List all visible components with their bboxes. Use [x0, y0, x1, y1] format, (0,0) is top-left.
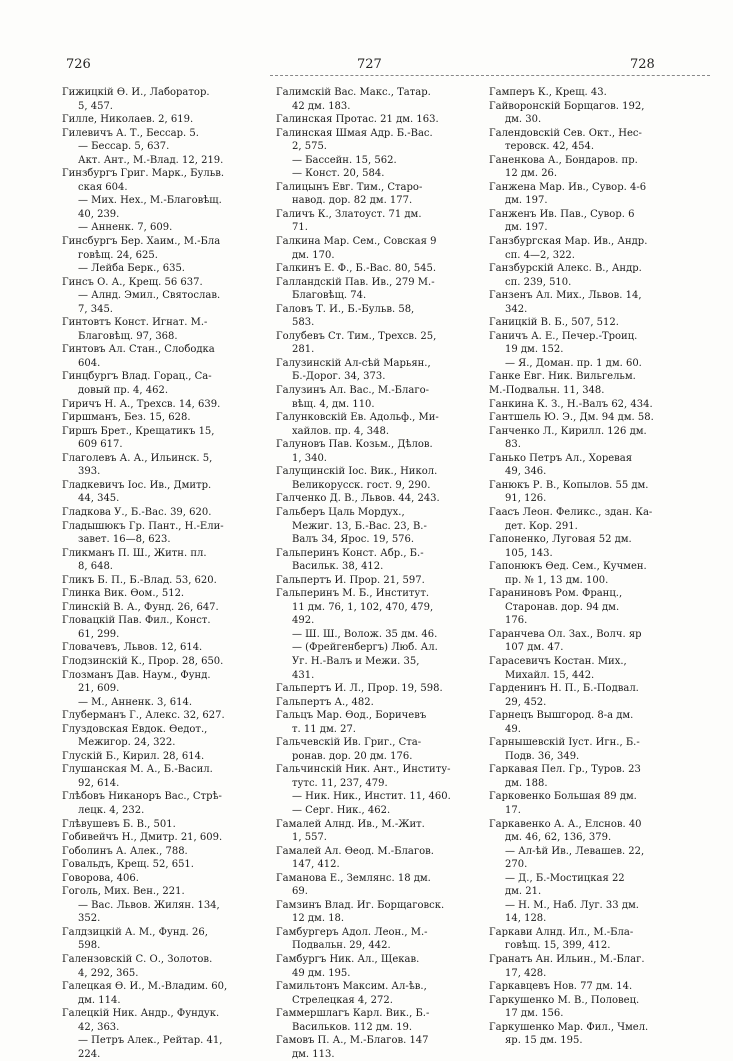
directory-entry-line: Глѣбовъ Никаноръ Вас., Стрѣ- — [62, 791, 222, 803]
directory-entry-line: Гинтовтъ Конст. Игнат. М.- — [62, 317, 208, 329]
directory-entry-continuation: 1, 557. — [292, 832, 327, 844]
directory-entry-continuation: 105, 143. — [505, 547, 553, 559]
directory-entry-continuation: 17 дм. 156. — [505, 1008, 564, 1020]
directory-entry-continuation: 61, 299. — [78, 628, 120, 640]
directory-entry-line: Гальперинъ Конст. Абр., Б.- — [276, 547, 424, 559]
directory-entry-line: Ганзенъ Ал. Мих., Львов. 14, — [489, 290, 642, 302]
directory-entry-line: Глуздовская Евдок. Ѳедот., — [62, 723, 208, 735]
directory-entry-line: Галущинскій Іос. Вик., Никол. — [276, 466, 438, 478]
directory-entry-line: Гоголь, Мих. Вен., 221. — [62, 886, 185, 898]
directory-entry-line: Ганженъ Ив. Пав., Сувор. 6 — [489, 208, 635, 220]
directory-entry-continuation: 21, 609. — [78, 683, 120, 695]
directory-entry-continuation: 583. — [292, 317, 315, 329]
directory-entry-continuation: 281. — [292, 344, 315, 356]
directory-entry-continuation: Подв. 36, 349. — [505, 750, 580, 762]
directory-entry-line: Гинсъ О. А., Крещ. 56 637. — [62, 276, 203, 288]
directory-entry-continuation: дм. 197. — [505, 195, 548, 207]
directory-entry-line: Говорова, 406. — [62, 872, 139, 884]
directory-entry-continuation: 604. — [78, 357, 101, 369]
directory-entry-line: Гоболинъ А. Алек., 788. — [62, 845, 188, 857]
directory-entry-line: Гапонюкъ Ѳед. Сем., Кучмен. — [489, 561, 647, 573]
directory-entry-continuation: ронав. дор. 20 дм. 176. — [292, 750, 413, 762]
directory-entry-continuation: 431. — [292, 669, 315, 681]
directory-entry-line: Гаманова Е., Землянс. 18 дм. — [276, 872, 431, 884]
directory-entry-continuation: Великорусск. гост. 9, 290. — [292, 479, 431, 491]
directory-entry-line: Гижицкій Ѳ. И., Лаборатор. — [62, 87, 210, 98]
directory-entry-continuation: дм. 113. — [292, 1048, 335, 1060]
directory-entry-line: Гарденинъ Н. П., Б.-Подвал. — [489, 683, 639, 695]
directory-entry-continuation: 107 дм. 47. — [505, 642, 564, 654]
directory-entry-continuation: дм. 197. — [505, 222, 548, 234]
directory-entry-line: Гарковенко Большая 89 дм. — [489, 791, 637, 803]
directory-entry-continuation: Подвальн. 29, 442. — [292, 940, 391, 952]
directory-entry-continuation: Михайл. 15, 442. — [505, 669, 595, 681]
directory-entry-continuation: — Н. М., Наб. Луг. 33 дм. — [505, 899, 639, 911]
directory-entry-line: Гаркавенко А. А., Елснов. 40 — [489, 818, 642, 830]
directory-entry-continuation: Стрелецкая 4, 272. — [292, 994, 393, 1006]
directory-entry-line: Галузинскій Ал-сѣй Марьян., — [276, 357, 431, 369]
directory-entry-line: Галландскій Пав. Ив., 279 М.- — [276, 276, 435, 288]
directory-entry-continuation: Старонав. дор. 94 дм. — [505, 601, 620, 613]
directory-entry-continuation: 91, 126. — [505, 493, 547, 505]
directory-entry-line: Гинсбургъ Бер. Хаим., М.-Бла — [62, 236, 221, 248]
directory-entry-continuation: 12 дм. 26. — [505, 168, 558, 180]
directory-entry-line: Галченко Д. В., Львов. 44, 243. — [276, 493, 440, 505]
directory-entry-line: Гаранчева Ол. Зах., Волч. яр — [489, 628, 642, 640]
directory-entry-continuation: Благовѣщ. 74. — [292, 290, 367, 302]
directory-entry-continuation: — Ш. Ш., Волож. 35 дм. 46. — [292, 628, 438, 640]
directory-entry-line: Гловацкій Пав. Фил., Конст. — [62, 615, 211, 627]
directory-entry-continuation: 69. — [292, 886, 308, 898]
directory-entry-line: Галицынъ Евг. Тим., Старо- — [276, 181, 423, 193]
directory-entry-continuation: 7, 345. — [78, 303, 113, 315]
directory-entry-line: Гладышюкъ Гр. Пант., Н.-Ели- — [62, 520, 224, 532]
directory-entry-continuation: 342. — [505, 303, 528, 315]
directory-entry-line: Гамалей Ал. Ѳеод. М.-Благов. — [276, 845, 434, 857]
directory-entry-continuation: дм. 21. — [505, 886, 542, 898]
directory-entry-continuation: — Анненк. 7, 609. — [78, 222, 173, 234]
directory-entry-line: Глѣвушевъ Б. В., 501. — [62, 818, 176, 830]
directory-entry-line: Гловачевъ, Львов. 12, 614. — [62, 642, 203, 654]
directory-entry-line: Галимскій Вас. Макс., Татар. — [276, 87, 431, 98]
directory-entry-line: Гинтовъ Ал. Стан., Слободка — [62, 344, 215, 356]
directory-entry-continuation: навод. дор. 82 дм. 177. — [292, 195, 413, 207]
directory-entry-line: Гранатъ Ан. Ильин., М.-Благ. — [489, 954, 645, 965]
directory-entry-continuation: хайлов. пр. 4, 348. — [292, 425, 390, 437]
directory-entry-continuation: — Бессар. 5, 637. — [78, 141, 170, 153]
directory-entry-continuation: 224. — [78, 1048, 101, 1060]
directory-entry-continuation: — Я., Доман. пр. 1 дм. 60. — [505, 357, 642, 369]
directory-entry-line: Гилевичъ А. Т., Бессар. 5. — [62, 127, 199, 139]
directory-entry-continuation: 42 дм. 183. — [292, 100, 351, 112]
directory-entry-continuation: вѣщ. 4, дм. 110. — [292, 398, 375, 410]
directory-entry-line: Галецкая Ѳ. И., М.-Владим. 60, — [62, 981, 228, 993]
directory-entry-line: Говальдъ, Крещ. 52, 651. — [62, 859, 194, 871]
directory-entry-line: Гиршъ Брет., Крещатикъ 15, — [62, 425, 215, 437]
directory-entry-continuation: Б.-Дорог. 34, 373. — [292, 371, 386, 383]
directory-entry-continuation: — Конст. 20, 584. — [292, 168, 385, 180]
directory-entry-continuation: 2, 575. — [292, 141, 327, 153]
directory-entry-continuation: дм. 114. — [78, 994, 121, 1006]
directory-entry-line: Гантшель Ю. Э., Дм. 94 дм. 58. — [489, 412, 654, 424]
directory-entry-line: Гинзбургъ Григ. Марк., Бульв. — [62, 168, 225, 180]
directory-entry-line: Гамильтонъ Максим. Ал-ѣв., — [276, 981, 427, 993]
directory-entry-line: Ганзбурскій Алекс. В., Андр. — [489, 263, 642, 275]
directory-entry-continuation: дм. 30. — [505, 114, 542, 126]
directory-entry-line: Гальчевскій Ив. Григ., Ста- — [276, 737, 422, 749]
directory-entry-line: Галовъ Т. И., Б.-Бульв. 58, — [276, 303, 415, 315]
directory-entry-line: Ганкина К. З., Н.-Валъ 62, 434. — [489, 398, 653, 410]
directory-column-2 — [276, 86, 484, 1061]
directory-entry-continuation: 83. — [505, 439, 521, 451]
directory-entry-line: Галузинъ Ал. Вас., М.-Благо- — [276, 385, 429, 397]
directory-entry-continuation: — М., Анненк. 3, 614. — [78, 696, 193, 708]
directory-entry-line: Галунковскій Ев. Адольф., Ми- — [276, 412, 439, 424]
directory-entry-line: Гобивейчъ Н., Дмитр. 21, 609. — [62, 832, 223, 844]
directory-entry-line: Гаркушенко Мар. Фил., Чмел. — [489, 1021, 649, 1033]
directory-entry-line: Галендовскій Сев. Окт., Нес- — [489, 127, 642, 139]
directory-entry-continuation: — Серг. Ник., 462. — [292, 804, 391, 816]
directory-entry-continuation: — (Фрейгенбергъ) Люб. Ал. — [292, 642, 438, 654]
directory-entry-continuation: яр. 15 дм. 195. — [505, 1035, 583, 1047]
directory-entry-continuation: пр. № 1, 13 дм. 100. — [505, 574, 609, 586]
directory-entry-line: Галензовскій С. О., Золотов. — [62, 954, 213, 965]
directory-entry-line: Гараниновъ Ром. Франц., — [489, 588, 623, 600]
directory-entry-line: Глуберманъ Г., Алекс. 32, 627. — [62, 710, 225, 722]
directory-entry-continuation: 40, 239. — [78, 208, 120, 220]
directory-entry-line: Гаркавцевъ Нов. 77 дм. 14. — [489, 981, 633, 993]
directory-entry-line: Гамзинъ Влад. Иг. Борщаговск. — [276, 899, 445, 911]
directory-entry-line: Гамалей Алнд. Ив., М.-Жит. — [276, 818, 425, 830]
directory-entry-continuation: лецк. 4, 232. — [78, 804, 145, 816]
directory-entry-line: Ганченко Л., Кирилл. 126 дм. — [489, 425, 647, 437]
directory-entry-continuation: 176. — [505, 615, 528, 627]
directory-entry-line: Гаасъ Леон. Феликс., здан. Ка- — [489, 506, 653, 518]
directory-entry-continuation: — Мих. Нех., М.-Благовѣщ. — [78, 195, 222, 207]
directory-entry-line: Галдзицкій А. М., Фунд. 26, — [62, 926, 208, 938]
directory-entry-continuation: Валъ 34, Ярос. 19, 576. — [292, 534, 415, 546]
directory-column-1 — [62, 86, 270, 1061]
directory-entry-continuation: 17, 428. — [505, 967, 547, 979]
directory-entry-continuation: дм. 46, 62, 136, 379. — [505, 832, 612, 844]
directory-entry-continuation: 492. — [292, 615, 315, 627]
directory-entry-line: Гайворонскій Борщагов. 192, — [489, 100, 645, 112]
directory-entry-line: Гальпертъ И. Л., Прор. 19, 598. — [276, 683, 443, 695]
directory-entry-continuation: Уг. Н.-Валъ и Межи. 35, — [292, 655, 420, 667]
directory-entry-line: Гальпертъ И. Прор. 21, 597. — [276, 574, 425, 586]
directory-entry-line: Ганичъ А. Е., Печер.-Троиц. — [489, 330, 638, 342]
directory-entry-continuation: завет. 16—8, 623. — [78, 534, 171, 546]
directory-column-3 — [489, 86, 699, 1048]
page-number-center: 727 — [357, 57, 382, 72]
directory-entry-continuation: 29, 452. — [505, 696, 547, 708]
directory-entry-line: Глушанская М. А., Б.-Васил. — [62, 764, 213, 776]
directory-entry-continuation: — Бассейн. 15, 562. — [292, 154, 397, 166]
directory-entry-continuation: 14, 128. — [505, 913, 547, 925]
directory-entry-line: Гальперинъ М. Б., Институт. — [276, 588, 430, 600]
directory-entry-line: Глодзинскій К., Прор. 28, 650. — [62, 655, 224, 667]
directory-entry-line: Гаммершлагъ Карл. Вик., Б.- — [276, 1008, 430, 1020]
page-number-right: 728 — [630, 57, 655, 72]
directory-entry-continuation: 4, 292, 365. — [78, 967, 139, 979]
directory-entry-continuation: Васильк. 38, 412. — [292, 561, 384, 573]
directory-entry-continuation: теровск. 42, 454. — [505, 141, 595, 153]
directory-entry-continuation: — Алнд. Эмил., Святослав. — [78, 290, 221, 302]
directory-entry-continuation: дм. 188. — [505, 777, 548, 789]
directory-entry-line: Ганжена Мар. Ив., Сувор. 4-6 — [489, 181, 647, 193]
directory-entry-continuation: 147, 412. — [292, 859, 340, 871]
directory-entry-continuation: говѣщ. 15, 399, 412. — [505, 940, 611, 952]
directory-entry-line: Гапоненко, Луговая 52 дм. — [489, 534, 632, 546]
directory-entry-continuation: 352. — [78, 913, 101, 925]
directory-entry-line: Гликманъ П. Ш., Житн. пл. — [62, 547, 207, 559]
directory-entry-line: Галичъ К., Златоуст. 71 дм. — [276, 208, 422, 220]
directory-entry-continuation: 1, 340. — [292, 452, 327, 464]
directory-entry-line: Глускій Б., Кирил. 28, 614. — [62, 750, 205, 762]
directory-entry-continuation: тутс. 11, 237, 479. — [292, 777, 388, 789]
directory-entry-continuation: 49 дм. 195. — [292, 967, 351, 979]
directory-entry-continuation: — Д., Б.-Мостицкая 22 — [505, 872, 625, 884]
directory-entry-continuation: Васильков. 112 дм. 19. — [292, 1021, 413, 1033]
directory-entry-line: Гилле, Николаев. 2, 619. — [62, 114, 194, 126]
directory-entry-line: Ганке Евг. Ник. Вильгельм. — [489, 371, 636, 383]
directory-entry-line: Глаголевъ А. А., Ильинск. 5, — [62, 452, 213, 464]
directory-entry-continuation: 71. — [292, 222, 308, 234]
directory-entry-continuation: 44, 345. — [78, 493, 120, 505]
directory-entry-line: Голубевъ Ст. Тим., Трехсв. 25, — [276, 330, 437, 342]
directory-entry-continuation: т. 11 дм. 27. — [292, 723, 356, 735]
directory-entry-continuation: — Лейба Берк., 635. — [78, 263, 185, 275]
directory-entry-line: Гиричъ Н. А., Трехсв. 14, 639. — [62, 398, 221, 410]
directory-entry-line: Гальберъ Цаль Мордух., — [276, 506, 405, 518]
directory-entry-line: Гамовъ П. А., М.-Благов. 147 — [276, 1035, 429, 1047]
directory-entry-continuation: 8, 648. — [78, 561, 113, 573]
directory-entry-line: Гликъ Б. П., Б.-Влад. 53, 620. — [62, 574, 217, 586]
directory-entry-line: М.-Подвальн. 11, 348. — [489, 385, 605, 397]
directory-entry-continuation: — Петръ Алек., Рейтар. 41, — [78, 1035, 223, 1047]
directory-entry-continuation: 49, 346. — [505, 466, 547, 478]
directory-entry-continuation: 19 дм. 152. — [505, 344, 564, 356]
directory-entry-line: Ганзбургская Мар. Ив., Андр. — [489, 236, 648, 248]
directory-entry-line: Гарнецъ Вышгород. 8-а дм. — [489, 710, 634, 722]
directory-entry-line: Галкина Мар. Сем., Совская 9 — [276, 236, 437, 248]
directory-entry-line: Галуновъ Пав. Козьм., Дѣлов. — [276, 439, 433, 451]
directory-entry-continuation: 393. — [78, 466, 101, 478]
directory-entry-continuation: 12 дм. 18. — [292, 913, 345, 925]
directory-entry-continuation: Благовѣщ. 97, 368. — [78, 330, 178, 342]
directory-entry-continuation: — Ал-ѣй Ив., Левашев. 22, — [505, 845, 645, 857]
directory-entry-line: Ганенкова А., Бондаров. пр. — [489, 154, 638, 166]
directory-entry-line: Гамбургъ Ник. Ал., Щекав. — [276, 954, 420, 965]
directory-entry-line: Гальчинскій Ник. Ант., Институ- — [276, 764, 451, 776]
page-number-left: 726 — [66, 57, 91, 72]
directory-entry-line: Гладкова У., Б.-Вас. 39, 620. — [62, 506, 212, 518]
directory-entry-line: Гарасевичъ Костан. Мих., — [489, 655, 627, 667]
directory-entry-line: Гамперъ К., Крещ. 43. — [489, 87, 607, 98]
directory-entry-line: Ганюкъ Р. В., Копылов. 55 дм. — [489, 479, 649, 491]
directory-entry-line: Галкинъ Е. Ф., Б.-Вас. 80, 545. — [276, 263, 437, 275]
directory-entry-continuation: 11 дм. 76, 1, 102, 470, 479, — [292, 601, 434, 613]
directory-entry-line: Гальцъ Мар. Ѳод., Боричевъ — [276, 710, 427, 722]
directory-entry-continuation: Акт. Ант., М.-Влад. 12, 219. — [78, 154, 224, 166]
directory-entry-line: Гамбургеръ Адол. Леон., М.- — [276, 926, 428, 938]
directory-entry-continuation: довый пр. 4, 462. — [78, 385, 169, 397]
directory-entry-line: Гладкевичъ Іос. Ив., Дмитр. — [62, 479, 212, 491]
directory-entry-line: Гиршманъ, Без. 15, 628. — [62, 412, 191, 424]
directory-entry-line: Глинскій В. А., Фунд. 26, 647. — [62, 601, 219, 613]
directory-entry-continuation: — Вас. Львов. Жилян. 134, — [78, 899, 220, 911]
directory-entry-continuation: — Ник. Ник., Инстит. 11, 460. — [292, 791, 451, 803]
directory-entry-continuation: 42, 363. — [78, 1021, 120, 1033]
directory-entry-continuation: 5, 457. — [78, 100, 113, 112]
directory-entry-continuation: 609 617. — [78, 439, 123, 451]
directory-entry-line: Глинка Вик. Ѳом., 512. — [62, 588, 185, 600]
directory-entry-line: Глозманъ Дав. Наум., Фунд. — [62, 669, 211, 681]
directory-entry-line: Гинцбургъ Влад. Горац., Са- — [62, 371, 212, 383]
directory-entry-continuation: сп. 4—2, 322. — [505, 249, 575, 261]
directory-entry-continuation: ская 604. — [78, 181, 128, 193]
directory-entry-line: Гаркушенко М. В., Половец. — [489, 994, 640, 1006]
directory-entry-continuation: 270. — [505, 859, 528, 871]
directory-entry-line: Ганицкій В. Б., 507, 512. — [489, 317, 619, 329]
directory-entry-line: Гарнышевскій Іуст. Игн., Б.- — [489, 737, 640, 749]
directory-entry-line: Гаркавая Пел. Гр., Туров. 23 — [489, 764, 641, 776]
directory-entry-continuation: Межиг. 13, Б.-Вас. 23, В.- — [292, 520, 427, 532]
directory-entry-line: Гальпертъ А., 482. — [276, 696, 374, 708]
directory-entry-line: Галинская Протас. 21 дм. 163. — [276, 114, 439, 126]
directory-entry-line: Галецкій Ник. Андр., Фундук. — [62, 1008, 220, 1020]
directory-entry-continuation: 17. — [505, 804, 521, 816]
directory-entry-line: Галинская Шмая Адр. Б.-Вас. — [276, 127, 433, 139]
directory-entry-continuation: 49. — [505, 723, 521, 735]
directory-entry-continuation: говѣщ. 24, 625. — [78, 249, 158, 261]
directory-entry-continuation: дет. Кор. 291. — [505, 520, 578, 532]
directory-entry-continuation: Межигор. 24, 322. — [78, 737, 176, 749]
directory-entry-line: Ганько Петръ Ал., Хоревая — [489, 452, 633, 464]
directory-entry-continuation: 598. — [78, 940, 101, 952]
directory-entry-continuation: дм. 170. — [292, 249, 335, 261]
directory-entry-line: Гаркави Алнд. Ил., М.-Бла- — [489, 926, 634, 938]
directory-entry-continuation: сп. 239, 510. — [505, 276, 572, 288]
directory-entry-continuation: 92, 614. — [78, 777, 120, 789]
header-rule — [270, 75, 710, 76]
